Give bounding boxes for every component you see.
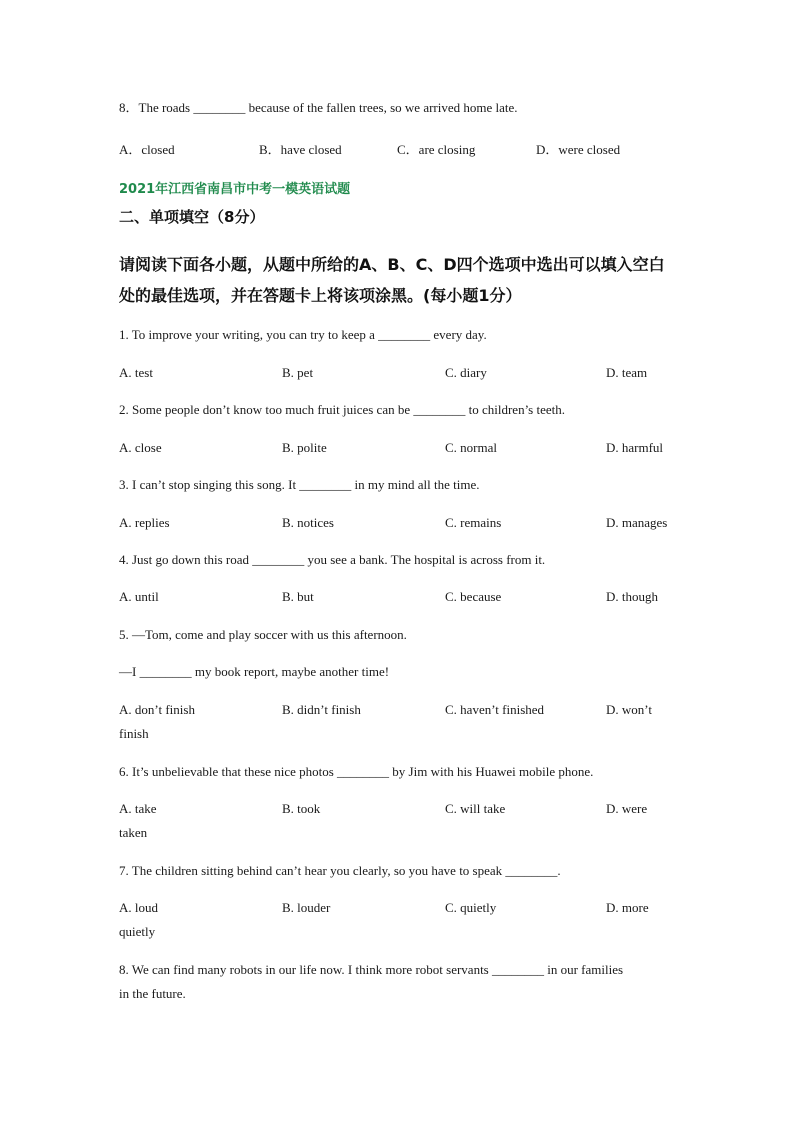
question-7-option-c: C. quietly bbox=[445, 900, 497, 915]
question-7-option-d-wrap: quietly bbox=[119, 924, 156, 939]
question-3-option-a: A. replies bbox=[119, 515, 170, 530]
question-5-option-d-wrap: finish bbox=[119, 726, 149, 741]
instructions-line-2: 处的最佳选项，并在答题卡上将该项涂黑。(每小题1分） bbox=[119, 286, 522, 305]
question-2-stem: 2. Some people don’t know too much fruit juices can be ________ to children’s teeth. bbox=[119, 402, 566, 417]
question-7-option-d: D. more bbox=[606, 900, 649, 915]
question-3-option-d: D. manages bbox=[606, 515, 668, 530]
question-7-option-b: B. louder bbox=[282, 900, 331, 915]
question-3-option-c: C. remains bbox=[445, 515, 502, 530]
prev-option-d: D．were closed bbox=[536, 142, 621, 157]
question-1-option-b: B. pet bbox=[282, 365, 314, 380]
question-1-option-a: A. test bbox=[119, 365, 153, 380]
question-5-option-b: B. didn’t finish bbox=[282, 702, 361, 717]
question-5-option-a: A. don’t finish bbox=[119, 702, 195, 717]
question-8-stem-line-1: 8. We can find many robots in our life now. I think more robot servants ________ in our families bbox=[119, 962, 624, 977]
section-heading: 二、单项填空（8分） bbox=[119, 208, 265, 226]
prev-option-b: B．have closed bbox=[259, 142, 342, 157]
question-5-stem-line-2: —I ________ my book report, maybe another time! bbox=[119, 664, 390, 679]
question-1-option-c: C. diary bbox=[445, 365, 487, 380]
question-7-stem: 7. The children sitting behind can’t hear you clearly, so you have to speak ________. bbox=[119, 863, 561, 878]
question-4-option-c: C. because bbox=[445, 589, 502, 604]
question-3-stem: 3. I can’t stop singing this song. It ________ in my mind all the time. bbox=[119, 477, 480, 492]
question-1-stem: 1. To improve your writing, you can try to keep a ________ every day. bbox=[119, 327, 487, 342]
question-2-option-a: A. close bbox=[119, 440, 162, 455]
question-7-option-a: A. loud bbox=[119, 900, 158, 915]
question-6-stem: 6. It’s unbelievable that these nice photos ________ by Jim with his Huawei mobile phone. bbox=[119, 764, 594, 779]
question-6-option-b: B. took bbox=[282, 801, 321, 816]
question-3-option-b: B. notices bbox=[282, 515, 334, 530]
question-4-stem: 4. Just go down this road ________ you see a bank. The hospital is across from it. bbox=[119, 552, 546, 567]
question-5-stem-line-1: 5. —Tom, come and play soccer with us this afternoon. bbox=[119, 627, 407, 642]
question-6-option-d: D. were bbox=[606, 801, 648, 816]
instructions-line-1: 请阅读下面各小题，从题中所给的A、B、C、D四个选项中选出可以填入空白 bbox=[119, 255, 665, 274]
exam-title: 2021年江西省南昌市中考一模英语试题 bbox=[119, 182, 351, 197]
question-6-option-a: A. take bbox=[119, 801, 157, 816]
prev-option-a: A．closed bbox=[119, 142, 175, 157]
question-4-option-b: B. but bbox=[282, 589, 314, 604]
question-2-option-c: C. normal bbox=[445, 440, 497, 455]
question-6-option-d-wrap: taken bbox=[119, 825, 148, 840]
question-5-option-c: C. haven’t finished bbox=[445, 702, 545, 717]
question-2-option-d: D. harmful bbox=[606, 440, 664, 455]
question-2-option-b: B. polite bbox=[282, 440, 327, 455]
prev-option-c: C．are closing bbox=[397, 142, 476, 157]
question-6-option-c: C. will take bbox=[445, 801, 506, 816]
question-8-stem-line-2: in the future. bbox=[119, 986, 186, 1001]
question-5-option-d: D. won’t bbox=[606, 702, 652, 717]
question-4-option-d: D. though bbox=[606, 589, 658, 604]
prev-question-stem: 8．The roads ________ because of the fallen trees, so we arrived home late. bbox=[119, 100, 518, 115]
question-1-option-d: D. team bbox=[606, 365, 648, 380]
question-4-option-a: A. until bbox=[119, 589, 159, 604]
